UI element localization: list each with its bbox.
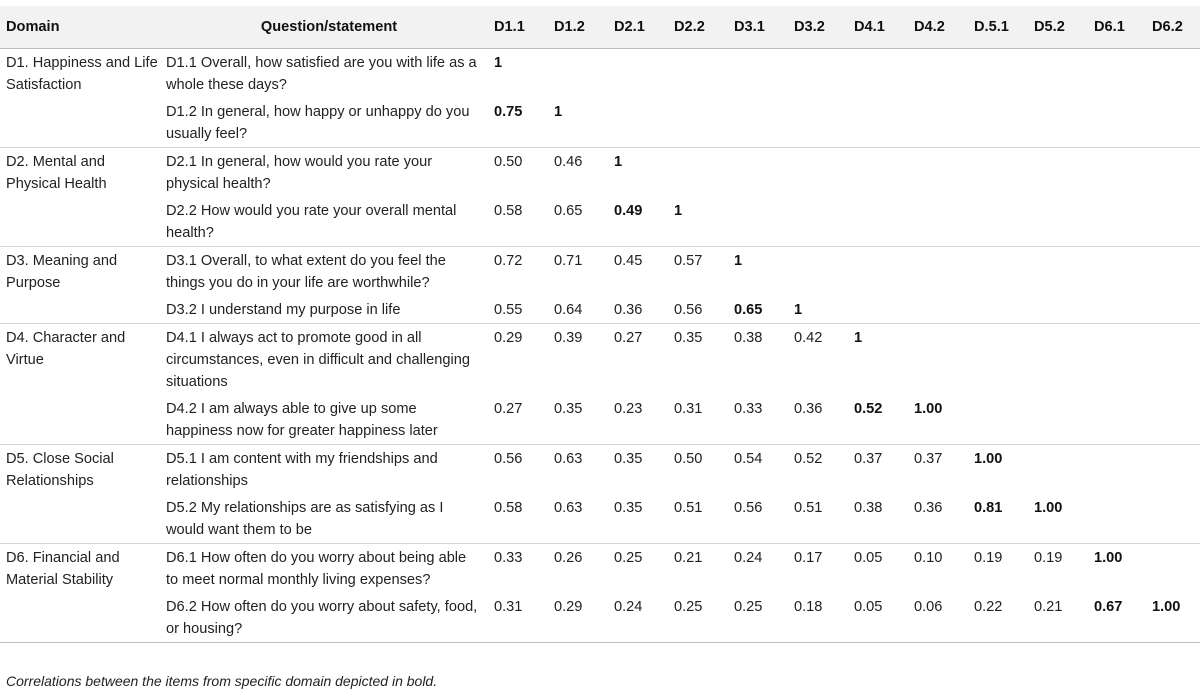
header-d4-2: D4.2 — [914, 6, 974, 48]
correlation-cell: 0.50 — [494, 147, 554, 197]
correlation-cell: 1 — [614, 147, 674, 197]
correlation-cell — [914, 48, 974, 98]
correlation-cell — [794, 246, 854, 296]
header-d2-2: D2.2 — [674, 6, 734, 48]
correlation-cell: 0.57 — [674, 246, 734, 296]
correlation-cell: 0.31 — [494, 593, 554, 643]
question-cell: D2.2 How would you rate your overall mental health? — [166, 202, 457, 241]
correlation-cell: 0.55 — [494, 301, 523, 318]
correlation-cell — [734, 98, 794, 148]
question-cell: D1.2 In general, how happy or unhappy do you usually feel? — [166, 103, 470, 142]
correlation-cell: 0.63 — [554, 499, 583, 516]
question-cell: D4.2 I am always able to give up some happiness now for greater happiness later — [166, 400, 438, 439]
correlation-cell: 0.49 — [614, 202, 643, 219]
correlation-cell: 0.35 — [614, 444, 674, 494]
correlation-cell: 1.00 — [974, 444, 1034, 494]
question-cell: D2.1 In general, how would you rate your physical health? — [164, 147, 494, 197]
correlation-cell: 0.58 — [494, 202, 523, 219]
correlation-cell: 0.35 — [674, 323, 734, 395]
table-row — [0, 48, 1200, 98]
correlation-cell — [1152, 494, 1200, 544]
correlation-cell: 0.52 — [854, 400, 883, 417]
header-question: Question/statement — [164, 6, 494, 48]
correlation-cell: 0.29 — [554, 593, 614, 643]
correlation-cell: 0.27 — [494, 400, 523, 417]
question-cell: D5.2 My relationships are as satisfying as I would want them to be — [166, 499, 444, 538]
correlation-cell: 0.39 — [554, 323, 614, 395]
correlation-cell: 1 — [734, 246, 794, 296]
correlation-cell — [1094, 48, 1152, 98]
correlation-cell: 0.38 — [734, 323, 794, 395]
table-row — [0, 323, 1200, 395]
correlation-cell: 1 — [794, 301, 803, 318]
correlation-cell: 0.58 — [494, 499, 523, 516]
table-row — [0, 246, 1200, 296]
header-d6-2: D6.2 — [1152, 6, 1200, 48]
correlation-cell — [854, 98, 914, 148]
correlation-cell — [1034, 444, 1094, 494]
correlation-cell: 0.67 — [1094, 593, 1152, 643]
correlation-cell: 0.51 — [674, 499, 703, 516]
correlation-cell — [914, 98, 974, 148]
correlation-cell: 0.18 — [794, 593, 854, 643]
header-d4-1: D4.1 — [854, 6, 914, 48]
domain-cell: D2. Mental and Physical Health — [0, 147, 164, 197]
correlation-cell — [1094, 395, 1152, 445]
correlation-cell: 0.81 — [974, 499, 1003, 516]
correlation-cell — [914, 323, 974, 395]
header-d5-2: D5.2 — [1034, 6, 1094, 48]
table-row — [0, 98, 1200, 148]
correlation-cell: 1.00 — [914, 400, 943, 417]
correlation-cell — [1152, 98, 1200, 148]
correlation-cell: 1.00 — [1034, 499, 1063, 516]
correlation-cell: 0.64 — [554, 301, 583, 318]
correlation-cell — [1034, 296, 1094, 324]
correlation-cell: 0.24 — [734, 543, 794, 593]
correlation-cell — [974, 323, 1034, 395]
correlation-cell — [1034, 395, 1094, 445]
correlation-cell: 0.19 — [1034, 543, 1094, 593]
header-d5-1: D.5.1 — [974, 6, 1034, 48]
correlation-cell — [914, 197, 974, 247]
correlation-cell — [974, 246, 1034, 296]
correlation-cell: 0.71 — [554, 246, 614, 296]
correlation-cell — [854, 147, 914, 197]
correlation-cell — [914, 296, 974, 324]
header-row — [0, 6, 1200, 48]
table-row — [0, 494, 1200, 544]
correlation-cell: 0.37 — [854, 444, 914, 494]
correlation-cell — [794, 147, 854, 197]
correlation-cell — [1094, 197, 1152, 247]
correlation-cell: 0.75 — [494, 103, 523, 120]
domain-cell: D3. Meaning and Purpose — [0, 246, 164, 296]
correlation-cell: 0.25 — [614, 543, 674, 593]
question-cell: D6.1 How often do you worry about being able to meet normal monthly living expenses? — [164, 543, 494, 593]
correlation-cell: 0.38 — [854, 499, 883, 516]
header-d2-1: D2.1 — [614, 6, 674, 48]
correlation-cell — [974, 296, 1034, 324]
domain-cell: D5. Close Social Relationships — [0, 444, 164, 494]
correlation-cell — [1152, 147, 1200, 197]
correlation-cell — [734, 48, 794, 98]
correlation-cell — [1034, 48, 1094, 98]
correlation-cell — [1152, 543, 1200, 593]
correlation-cell: 0.21 — [674, 543, 734, 593]
correlation-cell: 0.33 — [734, 400, 763, 417]
domain-cell — [0, 296, 164, 324]
correlation-cell: 0.36 — [614, 301, 643, 318]
correlation-cell — [674, 48, 734, 98]
question-cell: D4.1 I always act to promote good in all circumstances, even in difficult and challenging situations — [164, 323, 494, 395]
correlation-cell — [974, 98, 1034, 148]
correlation-cell — [1034, 197, 1094, 247]
correlation-cell: 1.00 — [1094, 543, 1152, 593]
correlation-cell: 1.00 — [1152, 593, 1200, 643]
correlation-cell: 0.37 — [914, 444, 974, 494]
correlation-cell: 0.22 — [974, 593, 1034, 643]
question-cell: D3.1 Overall, to what extent do you feel the things you do in your life are worthwhile? — [164, 246, 494, 296]
correlation-cell — [794, 48, 854, 98]
correlation-cell: 0.21 — [1034, 593, 1094, 643]
table-row — [0, 543, 1200, 593]
domain-cell — [0, 395, 164, 445]
correlation-cell: 0.25 — [674, 593, 734, 643]
correlation-cell — [614, 98, 674, 148]
correlation-cell — [674, 147, 734, 197]
correlation-cell: 0.63 — [554, 444, 614, 494]
correlation-cell: 0.29 — [494, 323, 554, 395]
correlation-cell — [1094, 323, 1152, 395]
correlation-cell — [914, 147, 974, 197]
correlation-cell — [974, 147, 1034, 197]
correlation-cell: 0.17 — [794, 543, 854, 593]
domain-cell — [0, 98, 164, 148]
correlation-cell: 0.36 — [794, 400, 823, 417]
correlation-cell: 0.65 — [734, 301, 763, 318]
correlation-cell — [1152, 395, 1200, 445]
correlation-cell: 0.54 — [734, 444, 794, 494]
table-row — [0, 395, 1200, 445]
correlation-table — [0, 6, 1200, 643]
table-row — [0, 147, 1200, 197]
table-body — [0, 48, 1200, 642]
correlation-cell: 0.42 — [794, 323, 854, 395]
correlation-cell — [974, 48, 1034, 98]
correlation-cell — [854, 197, 914, 247]
correlation-cell — [1152, 296, 1200, 324]
correlation-cell — [674, 98, 734, 148]
correlation-cell: 0.05 — [854, 593, 914, 643]
correlation-cell — [1152, 323, 1200, 395]
correlation-cell — [854, 48, 914, 98]
correlation-cell: 0.36 — [914, 499, 943, 516]
correlation-cell — [734, 147, 794, 197]
correlation-cell — [1034, 323, 1094, 395]
correlation-cell: 0.24 — [614, 593, 674, 643]
correlation-cell: 0.23 — [614, 400, 643, 417]
correlation-cell — [1034, 246, 1094, 296]
correlation-cell: 0.56 — [734, 499, 763, 516]
correlation-cell: 1 — [494, 48, 554, 98]
table-row — [0, 593, 1200, 643]
correlation-cell — [1094, 147, 1152, 197]
correlation-cell — [1094, 296, 1152, 324]
correlation-cell — [1094, 246, 1152, 296]
correlation-cell: 0.72 — [494, 246, 554, 296]
correlation-cell: 1 — [554, 103, 563, 120]
domain-cell: D1. Happiness and Life Satisfaction — [0, 48, 164, 98]
correlation-cell — [1152, 197, 1200, 247]
correlation-cell — [614, 48, 674, 98]
correlation-cell — [1094, 444, 1152, 494]
correlation-cell — [854, 246, 914, 296]
question-cell: D1.1 Overall, how satisfied are you with life as a whole these days? — [164, 48, 494, 98]
correlation-cell: 0.19 — [974, 543, 1034, 593]
correlation-cell: 0.65 — [554, 202, 583, 219]
correlation-cell: 0.06 — [914, 593, 974, 643]
correlation-cell — [854, 296, 914, 324]
domain-cell — [0, 197, 164, 247]
correlation-cell: 0.25 — [734, 593, 794, 643]
correlation-cell — [974, 197, 1034, 247]
header-domain: Domain — [0, 6, 164, 48]
correlation-cell: 0.51 — [794, 499, 823, 516]
correlation-cell — [554, 48, 614, 98]
correlation-cell — [794, 197, 854, 247]
correlation-cell: 0.33 — [494, 543, 554, 593]
correlation-cell: 0.31 — [674, 400, 703, 417]
table-row — [0, 444, 1200, 494]
table-row — [0, 296, 1200, 324]
correlation-cell: 0.52 — [794, 444, 854, 494]
correlation-cell: 0.56 — [494, 444, 554, 494]
correlation-cell: 0.35 — [614, 499, 643, 516]
header-d3-2: D3.2 — [794, 6, 854, 48]
correlation-cell: 1 — [674, 202, 683, 219]
domain-cell: D4. Character and Virtue — [0, 323, 164, 395]
table-footnote: Correlations between the items from specific domain depicted in bold. — [6, 673, 438, 689]
question-cell: D3.2 I understand my purpose in life — [166, 301, 401, 318]
correlation-cell: 0.10 — [914, 543, 974, 593]
correlation-cell — [914, 246, 974, 296]
correlation-cell — [1152, 444, 1200, 494]
domain-cell — [0, 593, 164, 643]
correlation-cell: 0.56 — [674, 301, 703, 318]
correlation-cell: 0.45 — [614, 246, 674, 296]
correlation-cell: 0.27 — [614, 323, 674, 395]
question-cell: D6.2 How often do you worry about safety, food, or housing? — [164, 593, 494, 643]
header-d1-2: D1.2 — [554, 6, 614, 48]
question-cell: D5.1 I am content with my friendships and relationships — [164, 444, 494, 494]
correlation-cell: 0.05 — [854, 543, 914, 593]
domain-cell — [0, 494, 164, 544]
correlation-cell — [1152, 48, 1200, 98]
domain-cell: D6. Financial and Material Stability — [0, 543, 164, 593]
header-d3-1: D3.1 — [734, 6, 794, 48]
correlation-cell — [1034, 147, 1094, 197]
correlation-cell: 0.50 — [674, 444, 734, 494]
correlation-cell — [1034, 98, 1094, 148]
header-d6-1: D6.1 — [1094, 6, 1152, 48]
correlation-cell: 0.26 — [554, 543, 614, 593]
header-d1-1: D1.1 — [494, 6, 554, 48]
correlation-cell — [1094, 494, 1152, 544]
correlation-cell: 0.46 — [554, 147, 614, 197]
table-row — [0, 197, 1200, 247]
correlation-cell — [1152, 246, 1200, 296]
correlation-cell — [794, 98, 854, 148]
correlation-cell — [974, 395, 1034, 445]
correlation-cell: 0.35 — [554, 400, 583, 417]
correlation-cell — [734, 197, 794, 247]
correlation-cell: 1 — [854, 323, 914, 395]
correlation-cell — [1094, 98, 1152, 148]
